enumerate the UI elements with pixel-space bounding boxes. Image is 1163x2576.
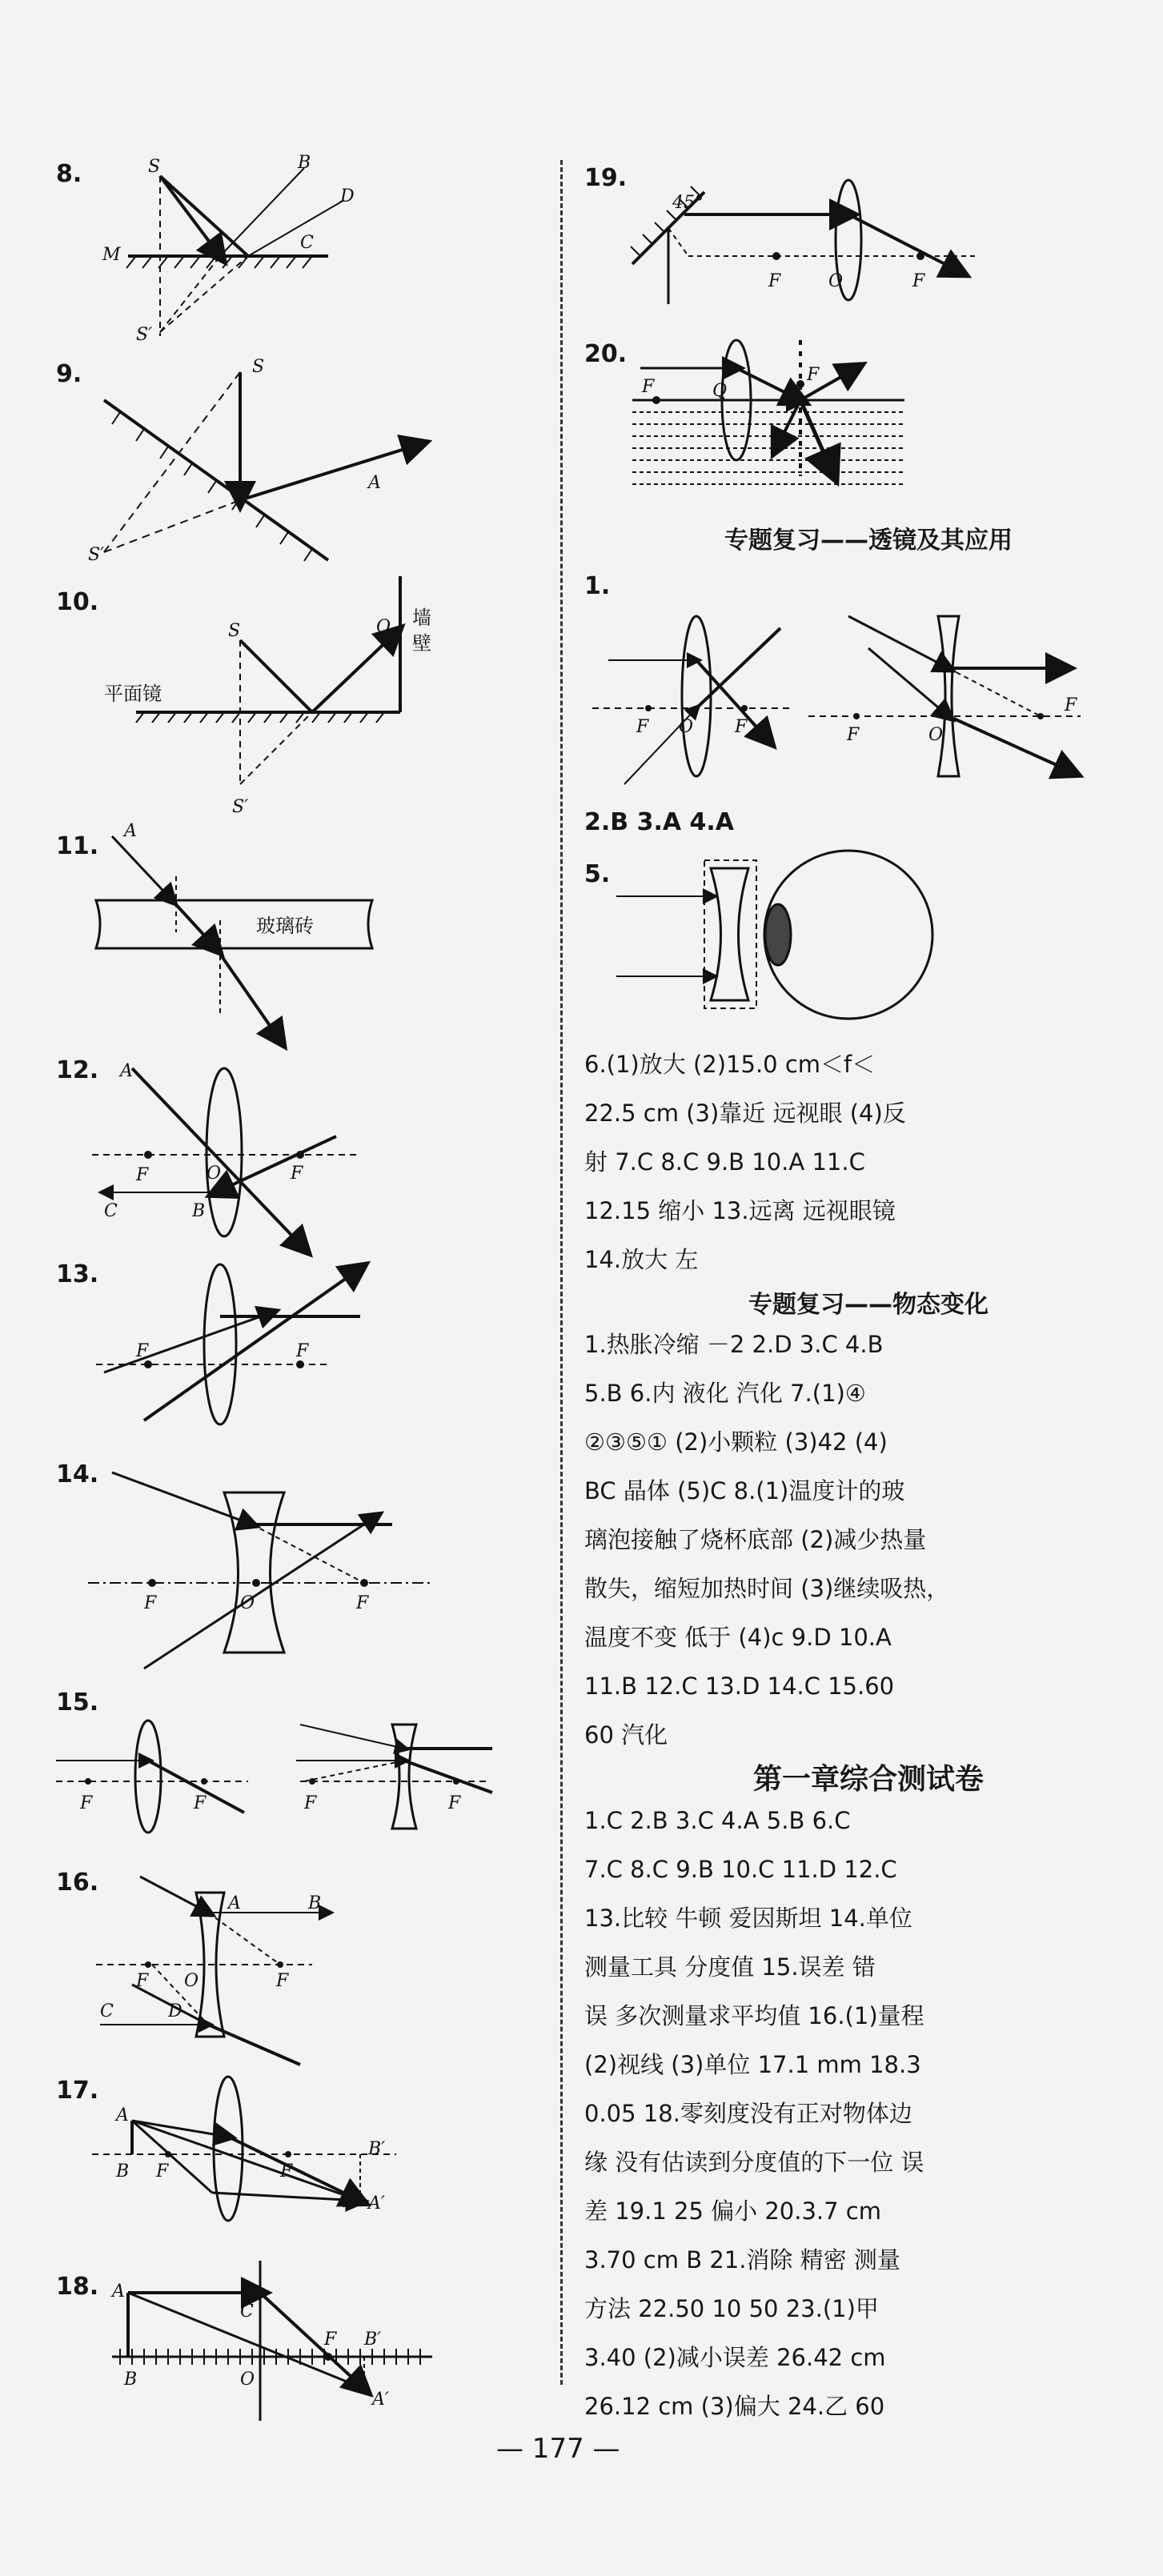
- answer-line: 13.比较 牛顿 爱因斯坦 14.单位: [584, 1905, 912, 1932]
- figure-q10: [88, 576, 456, 816]
- label-B: B: [124, 2370, 138, 2390]
- answer-line: 22.5 cm (3)靠近 远视眼 (4)反: [584, 1100, 906, 1127]
- figure-q20: [624, 336, 928, 496]
- label-B: B: [192, 1201, 206, 1221]
- label-F: F: [847, 725, 860, 745]
- answer-line: 测量工具 分度值 15.误差 错: [584, 1953, 876, 1981]
- label-F: F: [136, 1165, 149, 1185]
- question-number: 12.: [56, 1056, 99, 1084]
- answer-line: 差 19.1 25 偏小 20.3.7 cm: [584, 2197, 881, 2225]
- question-number: 19.: [584, 164, 628, 192]
- label-glass: 玻璃砖: [256, 915, 314, 937]
- label-A: A: [124, 821, 137, 841]
- figure-q15: [56, 1705, 504, 1849]
- label-B: B: [116, 2161, 130, 2181]
- label-B: B: [308, 1893, 322, 1913]
- question-number: 1.: [584, 572, 611, 600]
- label-S: S: [148, 157, 161, 177]
- label-D: D: [340, 186, 355, 206]
- answer-line: 温度不变 低于 (4)c 9.D 10.A: [584, 1624, 892, 1651]
- figure-q8: [88, 152, 376, 352]
- label-F: F: [296, 1341, 309, 1361]
- label-F: F: [642, 377, 655, 397]
- column-divider: [560, 160, 563, 2385]
- label-F: F: [807, 365, 820, 385]
- label-F: F: [280, 2161, 293, 2181]
- label-F: F: [1065, 695, 1077, 715]
- figure-q17: [88, 2069, 408, 2253]
- answer-line: 60 汽化: [584, 1721, 668, 1749]
- label-F: F: [276, 1971, 289, 1991]
- answer-line: 0.05 18.零刻度没有正对物体边: [584, 2100, 912, 2127]
- label-C: C: [104, 1201, 118, 1221]
- label-S: S: [228, 621, 241, 641]
- answer-line: BC 晶体 (5)C 8.(1)温度计的玻: [584, 1477, 905, 1504]
- label-B: B: [298, 153, 311, 173]
- figure-q11: [88, 820, 408, 1052]
- label-C: C: [240, 2302, 254, 2322]
- label-O: O: [184, 1971, 199, 1991]
- figure-lens-1: [592, 608, 1105, 792]
- label-F: F: [636, 717, 649, 737]
- answer-line: 5.B 6.内 液化 汽化 7.(1)④: [584, 1380, 866, 1407]
- figure-q16: [88, 1865, 376, 2065]
- label-F: F: [144, 1593, 157, 1613]
- label-C: C: [300, 233, 314, 253]
- state-answers: [584, 1320, 949, 1760]
- answer-line: 3.40 (2)减小误差 26.42 cm: [584, 2344, 886, 2371]
- label-A: A: [228, 1893, 241, 1913]
- answer-line: 误 多次测量求平均值 16.(1)量程: [584, 2002, 924, 2029]
- label-O: O: [679, 717, 694, 737]
- answer-line: 11.B 12.C 13.D 14.C 15.60: [584, 1673, 895, 1700]
- label-F: F: [448, 1793, 461, 1813]
- section-title: 专题复习——物态变化: [748, 1291, 989, 1319]
- answer-line: 14.放大 左: [584, 1246, 699, 1273]
- figure-q9: [88, 352, 424, 568]
- label-F: F: [136, 1971, 149, 1991]
- answer-line: 方法 22.50 10 50 23.(1)甲: [584, 2295, 879, 2322]
- label-F: F: [324, 2330, 337, 2350]
- label-O: O: [240, 1593, 255, 1613]
- label-B-prime: B′: [364, 2330, 382, 2350]
- label-wall: 壁: [412, 632, 431, 655]
- label-A-prime: A′: [368, 2193, 385, 2213]
- figure-q12: [88, 1048, 376, 1256]
- answer-line: 璃泡接触了烧杯底部 (2)减少热量: [584, 1526, 927, 1553]
- label-F: F: [912, 271, 925, 291]
- label-F: F: [768, 271, 781, 291]
- question-number: 18.: [56, 2273, 99, 2301]
- answer-line: 2.B 3.A 4.A: [584, 808, 735, 836]
- figure-q14: [88, 1456, 448, 1689]
- figure-eye: [608, 848, 960, 1024]
- page-number: — 177 —: [496, 2433, 620, 2465]
- answer-line: 1.C 2.B 3.C 4.A 5.B 6.C: [584, 1807, 851, 1834]
- label-F: F: [356, 1593, 369, 1613]
- answer-line: (2)视线 (3)单位 17.1 mm 18.3: [584, 2051, 921, 2078]
- label-A-prime: A′: [372, 2390, 389, 2410]
- label-O: O: [828, 271, 844, 291]
- label-D: D: [168, 2001, 182, 2021]
- label-S: S: [252, 357, 265, 377]
- question-number: 17.: [56, 2077, 99, 2105]
- question-number: 5.: [584, 860, 611, 888]
- label-O: O: [928, 725, 944, 745]
- answer-line: 射 7.C 8.C 9.B 10.A 11.C: [584, 1148, 865, 1176]
- figure-q19: [624, 160, 1009, 312]
- label-Q: Q: [712, 381, 728, 401]
- answer-line: 6.(1)放大 (2)15.0 cm＜f＜: [584, 1051, 876, 1078]
- label-S-prime: S′: [232, 797, 249, 817]
- question-number: 16.: [56, 1869, 99, 1897]
- answer-line: 12.15 缩小 13.远离 远视眼镜: [584, 1197, 896, 1224]
- label-A: A: [120, 1061, 133, 1081]
- label-C: C: [100, 2001, 114, 2021]
- label-O: O: [240, 2370, 255, 2390]
- label-S-prime: S′: [136, 325, 153, 345]
- label-F: F: [136, 1341, 149, 1361]
- section-title: 专题复习——透镜及其应用: [724, 527, 1013, 555]
- answer-line: 7.C 8.C 9.B 10.C 11.D 12.C: [584, 1856, 897, 1883]
- label-S-prime: S′: [88, 545, 105, 565]
- chapter-answers: [584, 1797, 924, 2431]
- answer-line: 26.12 cm (3)偏大 24.乙 60: [584, 2393, 885, 2420]
- answer-line: 缘 没有估读到分度值的下一位 误: [584, 2149, 924, 2176]
- label-A: A: [112, 2282, 125, 2302]
- label-F: F: [80, 1793, 93, 1813]
- answer-line: 1.热胀冷缩 －2 2.D 3.C 4.B: [584, 1331, 884, 1358]
- label-F: F: [291, 1164, 303, 1184]
- figure-q13: [88, 1252, 376, 1436]
- label-wall: 墙: [412, 607, 431, 629]
- label-F: F: [735, 717, 748, 737]
- question-number: 20.: [584, 340, 628, 368]
- lens-answers: [584, 1040, 906, 1284]
- question-number: 9.: [56, 360, 82, 388]
- question-number: 15.: [56, 1689, 99, 1717]
- label-A: A: [368, 473, 381, 493]
- figure-q18: [88, 2249, 440, 2425]
- label-O: O: [207, 1164, 222, 1184]
- label-M: M: [102, 245, 121, 265]
- answer-line: 散失，缩短加热时间 (3)继续吸热，: [584, 1575, 950, 1602]
- section-title: 第一章综合测试卷: [752, 1763, 984, 1796]
- answer-line: ②③⑤① (2)小颗粒 (3)42 (4): [584, 1428, 888, 1456]
- question-number: 11.: [56, 832, 99, 860]
- label-F: F: [304, 1793, 317, 1813]
- question-number: 13.: [56, 1260, 99, 1288]
- label-F: F: [156, 2161, 169, 2181]
- answer-line: 3.70 cm B 21.消除 精密 测量: [584, 2246, 900, 2274]
- question-number: 8.: [56, 160, 82, 188]
- label-F: F: [194, 1793, 207, 1813]
- question-number: 10.: [56, 588, 99, 616]
- question-number: 14.: [56, 1460, 99, 1488]
- label-angle: 45°: [672, 193, 704, 213]
- label-A: A: [116, 2105, 129, 2125]
- label-O: O: [376, 617, 391, 637]
- label-B-prime: B′: [368, 2139, 386, 2159]
- label-mirror: 平面镜: [104, 683, 162, 705]
